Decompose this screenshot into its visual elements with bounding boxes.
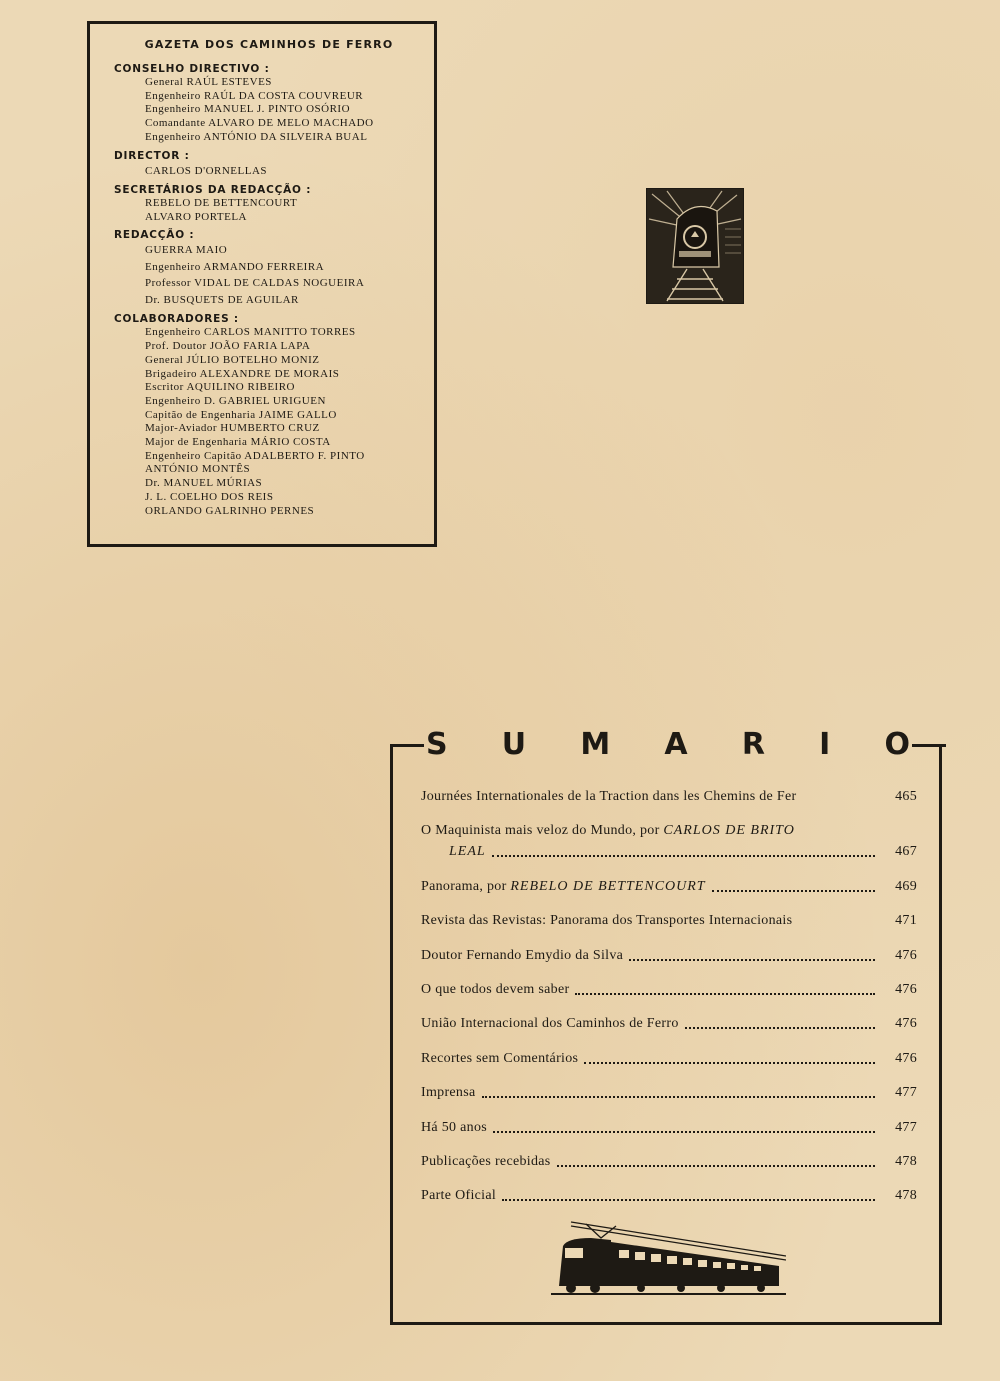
section-redaccao [114, 229, 424, 308]
staff-name: Brigadeiro ALEXANDRE DE MORAIS [145, 367, 340, 380]
electric-train-icon [551, 1216, 786, 1296]
staff-name: ALVARO PORTELA [145, 210, 247, 223]
toc-entry-title: O que todos devem saber [421, 981, 570, 997]
staff-name: J. L. COELHO DOS REIS [145, 490, 274, 503]
section-director [114, 150, 424, 180]
staff-name: General RAÚL ESTEVES [145, 76, 272, 88]
dot-leader [712, 890, 875, 892]
staff-name: General JÚLIO BOTELHO MONIZ [145, 353, 320, 366]
section-title: COLABORADORES : [114, 313, 239, 326]
staff-name: Comandante ALVARO DE MELO MACHADO [145, 117, 374, 130]
toc-entry[interactable] [421, 1117, 917, 1138]
toc-entry[interactable] [421, 910, 917, 931]
staff-box [87, 21, 437, 547]
staff-name: Escritor AQUILINO RIBEIRO [145, 381, 295, 394]
dot-leader [584, 1062, 875, 1064]
summary-title-letter: U [501, 727, 527, 762]
dot-leader [629, 959, 875, 961]
toc-entry[interactable] [421, 876, 917, 897]
toc-entry[interactable] [421, 820, 917, 862]
toc-page-number: 476 [895, 981, 917, 997]
toc-entry-title: Recortes sem Comentários [421, 1050, 579, 1066]
toc-entry-title: Revista das Revistas: Panorama dos Transportes Internacionais [421, 913, 793, 929]
masthead-title: GAZETA DOS CAMINHOS DE FERRO [144, 38, 394, 51]
toc-page-number: 476 [895, 947, 917, 963]
staff-name: Engenheiro ANTÓNIO DA SILVEIRA BUAL [145, 130, 368, 143]
dot-leader [557, 1165, 875, 1167]
toc-page-number: 476 [895, 1050, 917, 1066]
summary-title-letter: R [741, 727, 765, 762]
section-title: REDACÇÃO : [114, 229, 195, 242]
staff-name: ANTÓNIO MONTÊS [145, 463, 251, 476]
toc-entry[interactable] [421, 1048, 917, 1069]
dot-leader [482, 1096, 876, 1098]
section-title: SECRETÁRIOS DA REDACÇÃO : [114, 184, 312, 197]
toc-entry[interactable] [421, 1151, 917, 1172]
staff-name: Engenheiro CARLOS MANITTO TORRES [145, 326, 356, 339]
summary-title-letter: M [580, 727, 611, 762]
section-conselho-directivo [114, 63, 424, 145]
staff-name: CARLOS D'ORNELLAS [145, 164, 268, 177]
section-title: CONSELHO DIRECTIVO : [114, 63, 270, 75]
summary-title-letter: A [664, 727, 688, 762]
staff-name: Capitão de Engenharia JAIME GALLO [145, 408, 337, 421]
summary-title-letter: I [819, 727, 831, 762]
staff-name: GUERRA MAIO [145, 244, 228, 257]
toc-page-number: 465 [895, 789, 917, 804]
staff-name: Engenheiro ARMANDO FERREIRA [145, 260, 325, 273]
section-title: DIRECTOR : [114, 149, 190, 162]
toc-page-number: 476 [895, 1016, 917, 1032]
toc-entry-title: O Maquinista mais veloz do Mundo, por [421, 823, 660, 839]
toc-entry-author: CARLOS DE BRITO [663, 823, 795, 839]
staff-name: Engenheiro D. GABRIEL URIGUEN [145, 394, 326, 407]
staff-name: Engenheiro RAÚL DA COSTA COUVREUR [145, 89, 364, 102]
toc-entry-author: REBELO DE BETTENCOURT [510, 878, 706, 894]
staff-name: REBELO DE BETTENCOURT [145, 197, 298, 210]
toc-entry-author: LEAL [449, 844, 486, 860]
staff-name: Major de Engenharia MÁRIO COSTA [145, 436, 331, 449]
staff-name: Dr. BUSQUETS DE AGUILAR [145, 293, 299, 306]
dot-leader [575, 993, 875, 995]
section-secretarios [114, 184, 424, 224]
locomotive-emblem-icon [646, 188, 744, 304]
staff-name: Professor VIDAL DE CALDAS NOGUEIRA [145, 277, 365, 290]
summary-title-letter: S [426, 727, 448, 762]
dot-leader [492, 855, 875, 857]
summary-box [390, 746, 942, 1325]
toc-entry[interactable] [421, 786, 917, 807]
toc-entry-title: Parte Oficial [421, 1188, 497, 1204]
staff-name: ORLANDO GALRINHO PERNES [145, 504, 315, 517]
toc-entry-title: Doutor Fernando Emydio da Silva [421, 947, 624, 963]
toc-entry-title: Há 50 anos [421, 1119, 487, 1135]
toc-entry-title: Journées Internationales de la Traction dans les Chemins de Fer [421, 789, 797, 804]
toc-entry[interactable] [421, 979, 917, 1000]
toc-entry-title: Imprensa [421, 1085, 476, 1101]
toc-entry[interactable] [421, 945, 917, 966]
toc-entry-title: Panorama, por [421, 878, 507, 894]
staff-name: Prof. Doutor JOÃO FARIA LAPA [145, 340, 311, 353]
toc-page-number: 477 [895, 1119, 917, 1135]
dot-leader [685, 1027, 875, 1029]
toc-entry[interactable] [421, 1013, 917, 1034]
table-of-contents [421, 786, 917, 1220]
toc-page-number: 469 [895, 878, 917, 894]
dot-leader [502, 1199, 875, 1201]
staff-name: Engenheiro Capitão ADALBERTO F. PINTO [145, 449, 365, 462]
section-colaboradores [114, 313, 424, 518]
staff-name: Dr. MANUEL MÚRIAS [145, 477, 263, 490]
toc-entry[interactable] [421, 1185, 917, 1206]
dot-leader [493, 1131, 875, 1133]
toc-page-number: 478 [895, 1153, 917, 1169]
toc-entry-title: União Internacional dos Caminhos de Ferro [421, 1016, 679, 1032]
toc-entry[interactable] [421, 1082, 917, 1103]
staff-name: Major-Aviador HUMBERTO CRUZ [145, 422, 320, 435]
toc-entry-title: Publicações recebidas [421, 1153, 551, 1169]
toc-page-number: 477 [895, 1085, 917, 1101]
summary-title-letter: O [884, 727, 910, 762]
staff-name: Engenheiro MANUEL J. PINTO OSÓRIO [145, 103, 351, 116]
toc-page-number: 478 [895, 1188, 917, 1204]
toc-page-number: 467 [895, 844, 917, 860]
toc-page-number: 471 [895, 913, 917, 929]
